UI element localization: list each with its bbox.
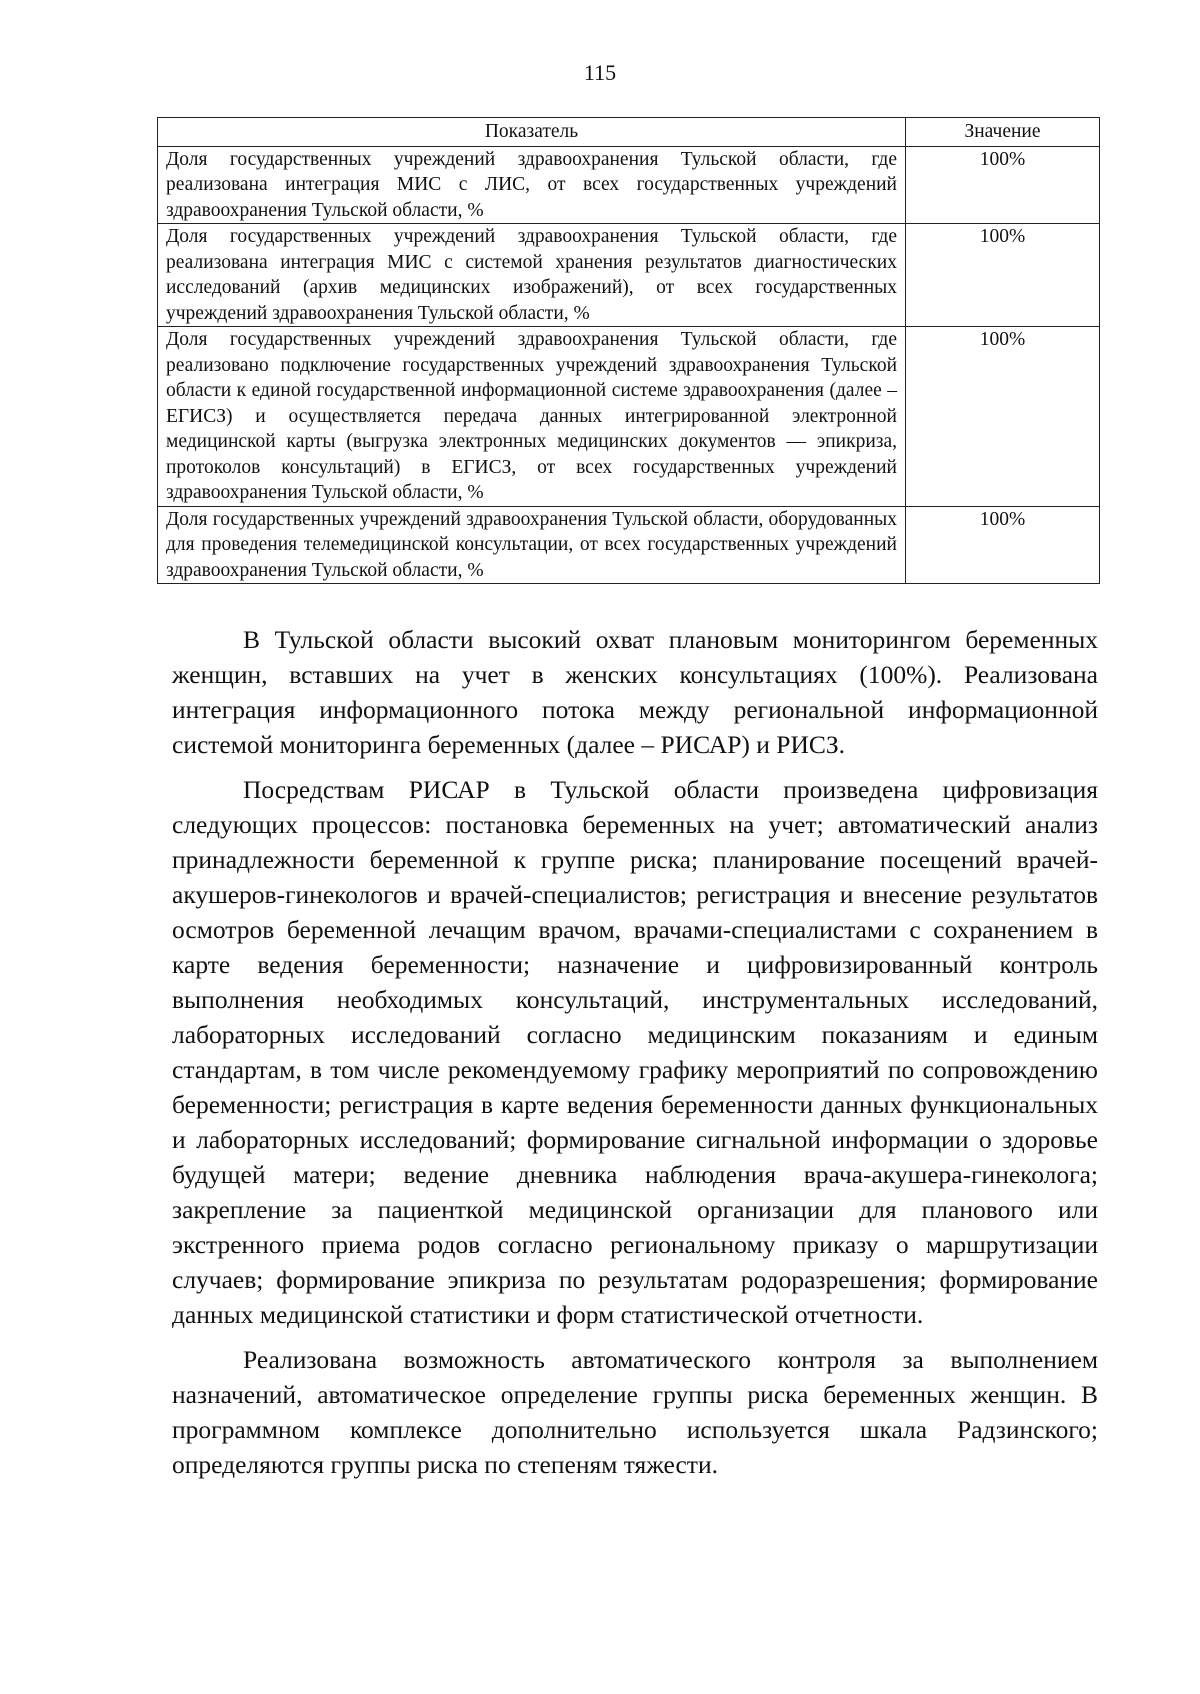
- row-indicator: Доля государственных учреждений здравоохранения Тульской области, где реализована интеграция МИС с ЛИС, от всех государственных учреждений здравоохранения Тульской области, %: [158, 146, 906, 224]
- row-indicator: Доля государственных учреждений здравоохранения Тульской области, оборудованных для проведения телемедицинской консультации, от всех государственных учреждений здравоохранения Тульской области, %: [158, 506, 906, 584]
- header-indicator: Показатель: [158, 118, 906, 147]
- row-value: 100%: [906, 327, 1100, 507]
- row-value: 100%: [906, 506, 1100, 584]
- row-value: 100%: [906, 224, 1100, 327]
- paragraph: Посредствам РИСАР в Тульской области произведена цифровизация следующих процессов: постановка беременных на учет; автоматический анализ принадлежности беременной к группе риска; планирование посещений врачей-акушеров-гинекологов и врачей-специалистов; регистрация и внесение результатов осмотров беременной лечащим врачом, врачами-специалистами с сохранением в карте ведения беременности; назначение и цифровизированный контроль выполнения необходимых консультаций, инструментальных исследований, лабораторных исследований согласно медицинским показаниям и единым стандартам, в том числе рекомендуемому графику мероприятий по сопровождению беременности; регистрация в карте ведения беременности данных функциональных и лабораторных исследований; формирование сигнальной информации о здоровье будущей матери; ведение дневника наблюдения врача-акушера-гинеколога; закрепление за пациенткой медицинской организации для планового или экстренного приема родов согласно региональному приказу о маршрутизации случаев; формирование эпикриза по результатам родоразрешения; формирование данных медицинской статистики и форм статистической отчетности.: [172, 775, 1098, 1329]
- body-text: [172, 622, 1098, 1492]
- table-row: [158, 224, 1100, 327]
- table-row: [158, 506, 1100, 584]
- page-number: 115: [583, 60, 617, 85]
- row-value: 100%: [906, 146, 1100, 224]
- row-indicator: Доля государственных учреждений здравоохранения Тульской области, где реализована интеграция МИС с системой хранения результатов диагностических исследований (архив медицинских изображений), от всех государственных учреждений здравоохранения Тульской области, %: [158, 224, 906, 327]
- table-row: [158, 146, 1100, 224]
- table-row: [158, 327, 1100, 507]
- indicators-table: [157, 117, 1100, 584]
- row-indicator: Доля государственных учреждений здравоохранения Тульской области, где реализовано подключение государственных учреждений здравоохранения Тульской области к единой государственной информационной системе здравоохранения (далее – ЕГИСЗ) и осуществляется передача данных интегрированной электронной медицинской карты (выгрузка электронных медицинских документов — эпикриза, протоколов консультаций) в ЕГИСЗ, от всех государственных учреждений здравоохранения Тульской области, %: [158, 327, 906, 507]
- paragraph: В Тульской области высокий охват плановым мониторингом беременных женщин, вставших на учет в женских консультациях (100%). Реализована интеграция информационного потока между региональной информационной системой мониторинга беременных (далее – РИСАР) и РИСЗ.: [172, 625, 1098, 759]
- header-value: Значение: [906, 118, 1100, 147]
- table-header-row: [158, 118, 1100, 147]
- paragraph: Реализована возможность автоматического контроля за выполнением назначений, автоматическое определение группы риска беременных женщин. В программном комплексе дополнительно используется шкала Радзинского; определяются группы риска по степеням тяжести.: [172, 1345, 1098, 1479]
